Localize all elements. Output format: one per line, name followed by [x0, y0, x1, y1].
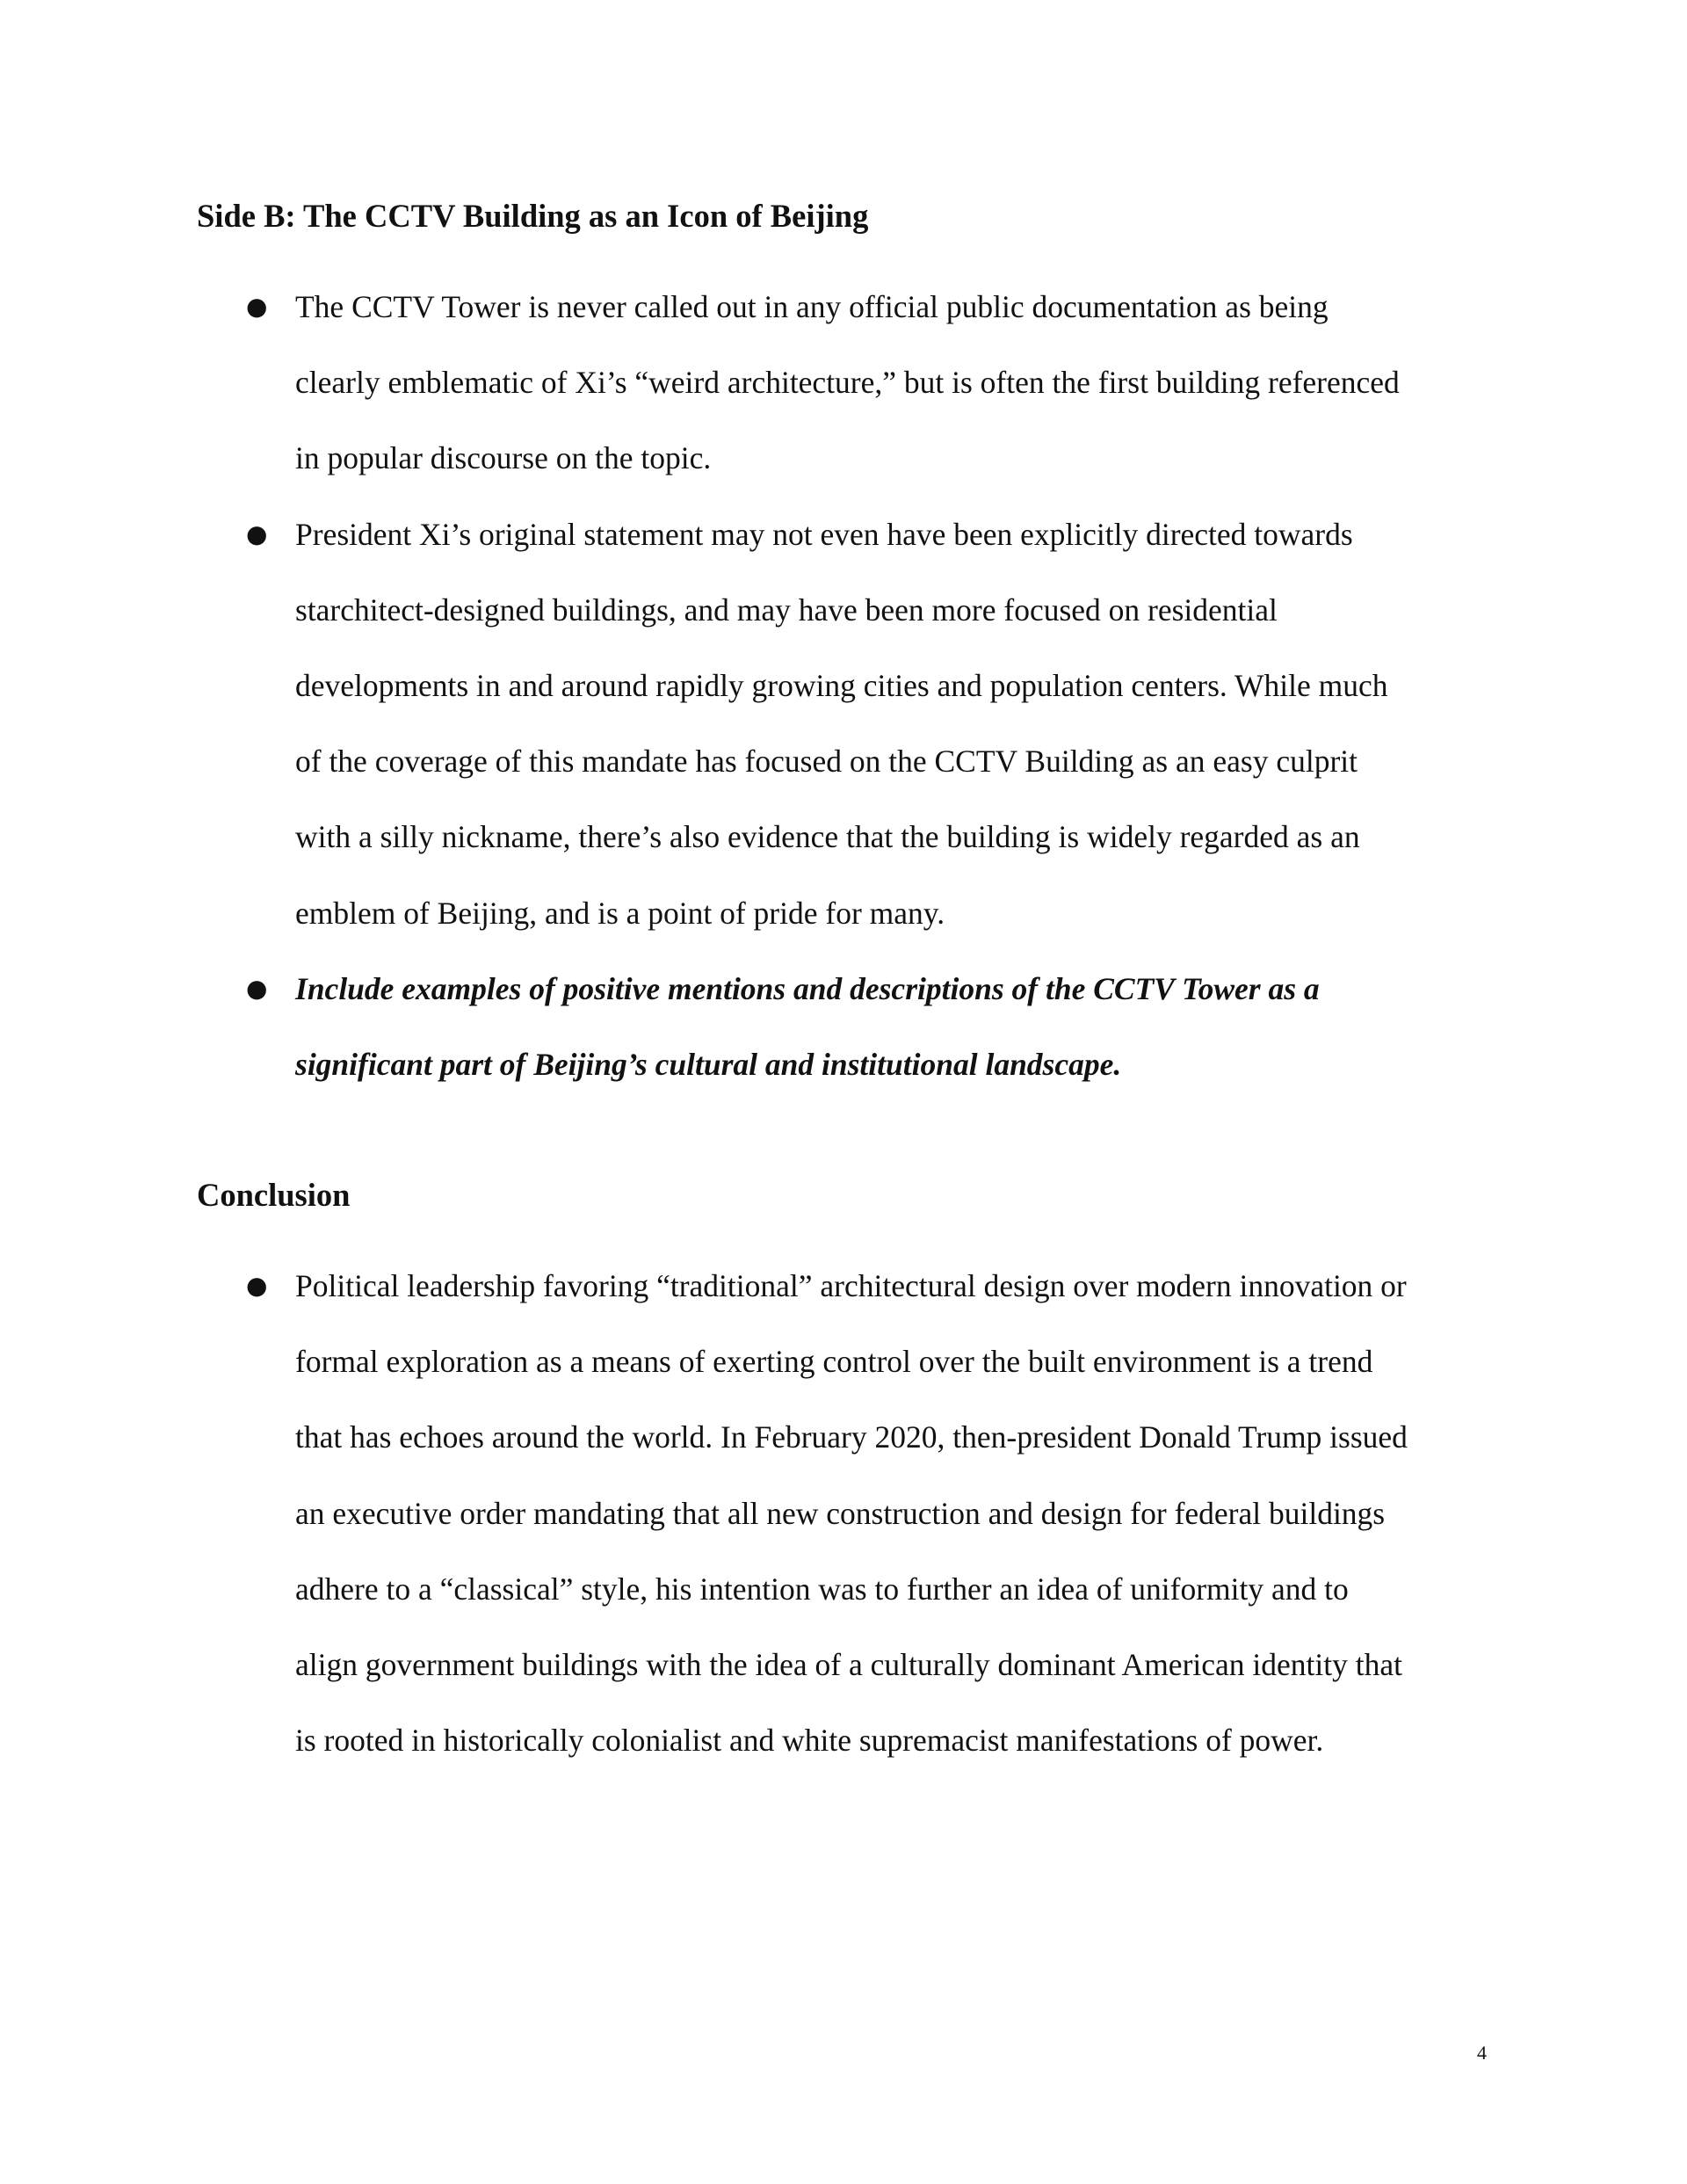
text-line: significant part of Beijing’s cultural and institutional landscape. [295, 1047, 1122, 1083]
side-b-bullet-list [0, 269, 1687, 1102]
conclusion-bullet-list [0, 1248, 1687, 1778]
text-line: in popular discourse on the topic. [295, 440, 712, 476]
text-line: emblem of Beijing, and is a point of pride for many. [295, 895, 945, 931]
bullet-icon: ● [246, 292, 268, 321]
text-line: President Xi’s original statement may not even have been explicitly directed towards [295, 516, 1353, 552]
text-line: The CCTV Tower is never called out in any official public documentation as being [295, 289, 1329, 324]
list-item [0, 269, 1687, 497]
list-item [0, 497, 1687, 951]
bullet-icon: ● [246, 973, 268, 1003]
text-line: clearly emblematic of Xi’s “weird architecture,” but is often the first building referenced [295, 365, 1400, 401]
text-line: with a silly nickname, there’s also evidence that the building is widely regarded as an [295, 819, 1360, 855]
page-number: 4 [1477, 2042, 1487, 2064]
bullet-icon: ● [246, 1271, 268, 1300]
text-line: developments in and around rapidly growing cities and population centers. While much [295, 668, 1388, 704]
text-line: that has echoes around the world. In February 2020, then-president Donald Trump issued [295, 1419, 1408, 1455]
section-heading-side-b: Side B: The CCTV Building as an Icon of Beijing [197, 198, 869, 234]
list-item [0, 951, 1687, 1102]
text-line: an executive order mandating that all new construction and design for federal buildings [295, 1495, 1386, 1531]
text-line: Include examples of positive mentions and descriptions of the CCTV Tower as a [295, 970, 1320, 1006]
section-heading-conclusion: Conclusion [197, 1177, 351, 1213]
text-line: Political leadership favoring “traditional” architectural design over modern innovation or [295, 1268, 1407, 1303]
bullet-icon: ● [246, 519, 268, 548]
text-line: adhere to a “classical” style, his intention was to further an idea of uniformity and to [295, 1571, 1349, 1607]
bullet-text [295, 497, 1483, 951]
bullet-text-emphasized [295, 951, 1483, 1102]
text-line: starchitect-designed buildings, and may have been more focused on residential [295, 591, 1278, 628]
text-line: of the coverage of this mandate has focused on the CCTV Building as an easy culprit [295, 744, 1358, 780]
text-line: formal exploration as a means of exerting control over the built environment is a trend [295, 1344, 1373, 1380]
bullet-text [295, 1248, 1483, 1778]
bullet-text [295, 269, 1483, 497]
text-line: align government buildings with the idea of a culturally dominant American identity that [295, 1647, 1402, 1683]
text-line: is rooted in historically colonialist and white supremacist manifestations of power. [295, 1723, 1324, 1759]
list-item [0, 1248, 1687, 1778]
